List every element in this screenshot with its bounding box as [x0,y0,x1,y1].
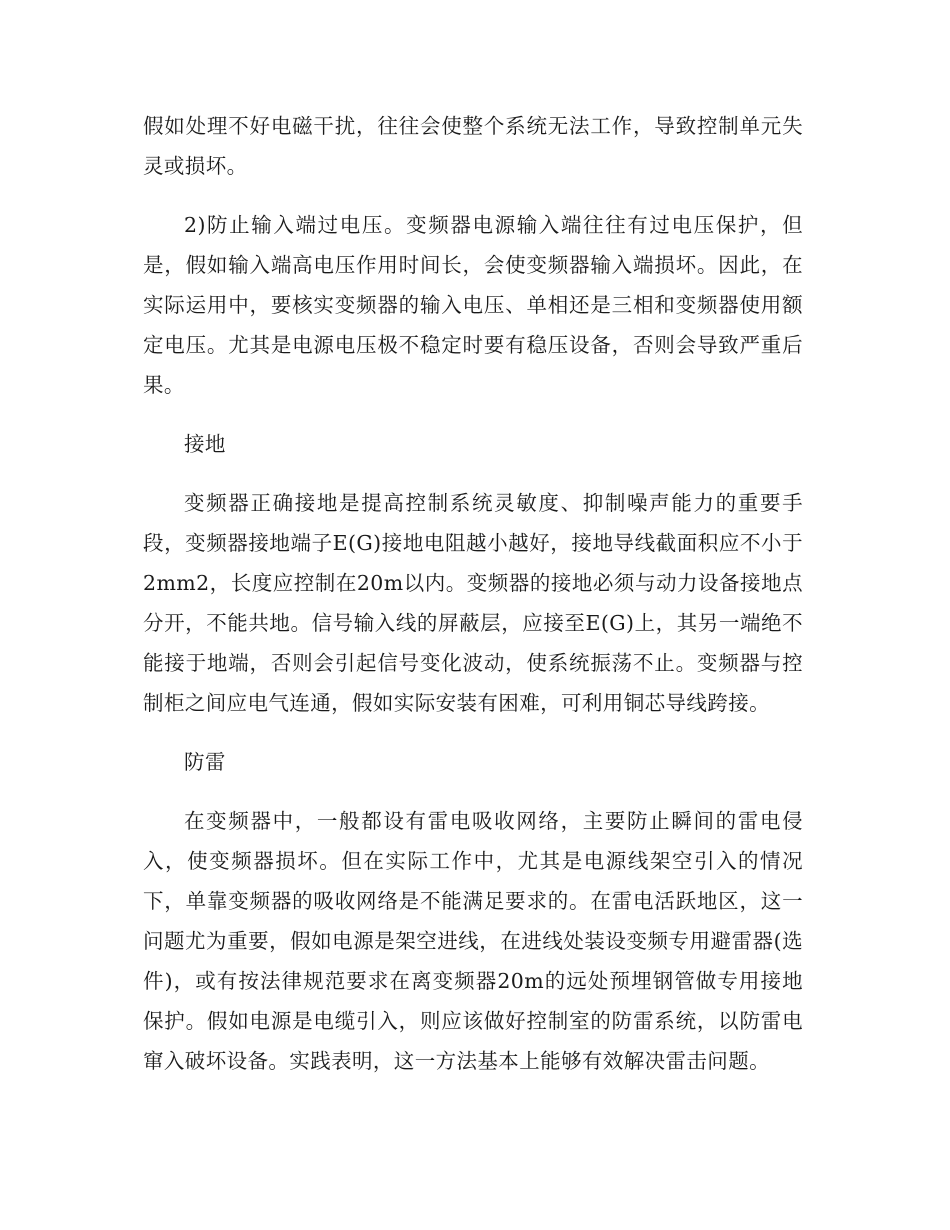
paragraph-lightning: 在变频器中，一般都设有雷电吸收网络，主要防止瞬间的雷电侵入，使变频器损坏。但在实际工作中，尤其是电源线架空引入的情况下，单靠变频器的吸收网络是不能满足要求的。在雷电活跃地区，这一问题尤为重要，假如电源是架空进线，在进线处装设变频专用避雷器(选件)，或有按法律规范要求在离变频器20m的远处预埋钢管做专用接地保护。假如电源是电缆引入，则应该做好控制室的防雷系统，以防雷电窜入破坏设备。实践表明，这一方法基本上能够有效解决雷击问题。 [143,809,803,1073]
section-heading-lightning: 防雷 [184,750,226,774]
section-heading-grounding: 接地 [184,432,226,456]
document-page [143,106,803,1100]
paragraph-emi-intro: 假如处理不好电磁干扰，往往会使整个系统无法工作，导致控制单元失灵或损坏。 [143,114,803,178]
paragraph-grounding: 变频器正确接地是提高控制系统灵敏度、抑制噪声能力的重要手段，变频器接地端子E(G)接地电阻越小越好，接地导线截面积应不小于2mm2，长度应控制在20m以内。变频器的接地必须与动力设备接地点分开，不能共地。信号输入线的屏蔽层，应接至E(G)上，其另一端绝不能接于地端，否则会引起信号变化波动，使系统振荡不止。变频器与控制柜之间应电气连通，假如实际安装有困难，可利用铜芯导线跨接。 [143,491,803,715]
paragraph-overvoltage: 2)防止输入端过电压。变频器电源输入端往往有过电压保护，但是，假如输入端高电压作用时间长，会使变频器输入端损坏。因此，在实际运用中，要核实变频器的输入电压、单相还是三相和变频器使用额定电压。尤其是电源电压极不稳定时要有稳压设备，否则会导致严重后果。 [143,213,803,397]
